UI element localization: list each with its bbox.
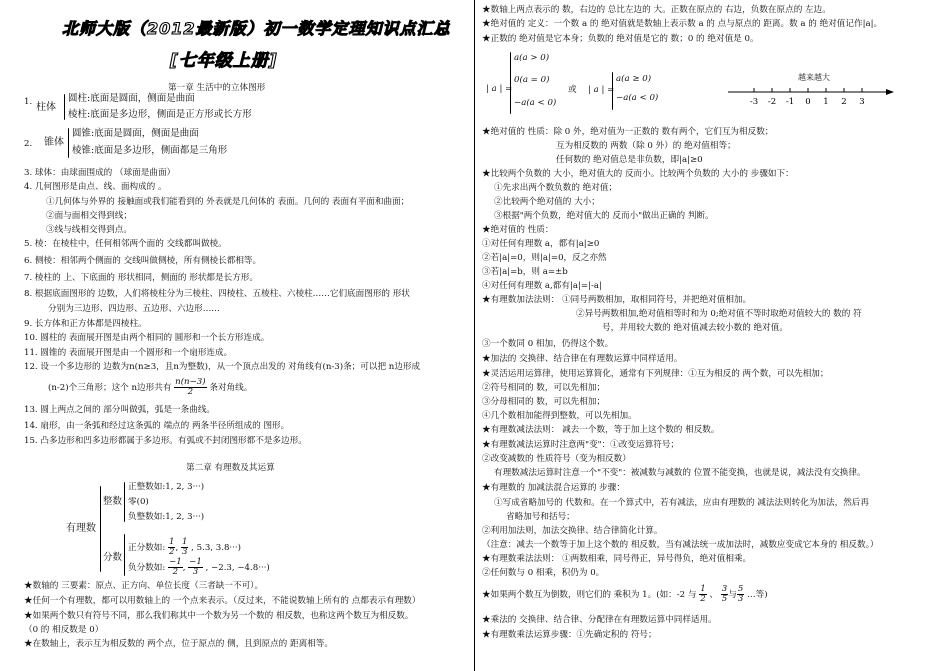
item-8: 8. 根据底面图形的 边数，人们将棱柱分为三棱柱、四棱柱、五棱柱、六棱柱……它们底面图形的 形状 [24, 289, 410, 299]
fraction-one-half [168, 538, 175, 557]
r-line-12c: ②利用加法则，加法交换律、结合律简化计算。 [482, 526, 663, 536]
axis-tick-label: -2 [767, 97, 777, 107]
denominator: 3 [192, 567, 199, 577]
bullet-opposite-axis: ★在数轴上，表示互为相反数的 两个点，位于原点的 侧，且到原点的 距离相等。 [24, 639, 333, 649]
positive-fraction: 正分数如: $\frac{1}{2}$ , $\frac{1}{3}$ , 5.3, 3.8···) [128, 537, 241, 557]
item-6: 6. 侧棱：相邻两个侧面的 交线叫做侧棱，所有侧棱长都相等。 [24, 256, 262, 266]
item-12b [48, 378, 252, 397]
r-line-7c: 号，并用较大数的 绝对值减去较小数的 绝对值。 [602, 323, 788, 333]
item-1-cylinder: 圆柱:底面是圆面，侧面是曲面 [68, 93, 195, 104]
r-line-14: ★如果两个数互为倒数，则它们的 乘积为 1。(如：-2 与 $\frac{1}{2}$ 、 $\frac{3}{5}$ 与 $\frac{5}{3}$ …等) [482, 584, 768, 604]
r-line-13b: ②任何数与 0 相乘，积仍为 0。 [482, 568, 605, 578]
r-line-11: ★有理数减法运算时注意两"变"：①改变运算符号； [482, 440, 679, 450]
number-line-arrow [726, 84, 898, 114]
axis-tick-label: 0 [805, 97, 811, 107]
item-13: 13. 圆上两点之间的 部分叫做弧，弧是一条曲线。 [24, 405, 216, 415]
positive-fraction-suffix: , 5.3, 3.8···) [191, 543, 241, 553]
abs-case-1: a(a > 0) [514, 53, 550, 63]
r-line-9d: ④几个数相加能得到整数，可以先相加。 [482, 411, 637, 421]
item-8b: 分别为三边形、四边形、五边形、六边形…… [48, 304, 220, 314]
r-line-10: ★有理数减法法则： 减去一个数，等于加上这个数的 相反数。 [482, 425, 720, 435]
integer-brace [124, 482, 125, 522]
r-line-6b: ②若|a|=0，则|a|=0，反之亦然 [482, 253, 607, 263]
bullet-opposite-zero: （0 的 相反数是 0） [24, 625, 104, 635]
abs-case-5: −a(a < 0) [616, 93, 659, 103]
item-14: 14. 扇形，由一条弧和经过这条弧的 端点的 两条半径所组成的 图形。 [24, 421, 290, 431]
rational-brace [100, 486, 101, 572]
r-line-12a: ①写成省略加号的 代数和。在一个算式中，若有减法，应由有理数的 减法法则转化为加法，然后再 [494, 498, 869, 508]
axis-tick-label: -3 [749, 97, 759, 107]
item-4a: ①几何体与外界的 接触面或我们能看到的 外表就是几何体的 表面。几何的 表面有平面和曲面； [46, 197, 410, 207]
item-7: 7. 棱柱的 上、下底面的 形状相同，侧面的 形状都是长方形。 [24, 273, 258, 283]
r-line-11c: 有理数减法运算时注意一个"不变"：被减数与减数的 位置不能变换，也就是说，减法没有交换律。 [494, 468, 866, 478]
negative-fraction: 负分数如: $\frac{-1}{2}$ , $\frac{-1}{3}$ , −2.3, −4.8···) [128, 557, 270, 577]
positive-fraction-prefix: 正分数如: [128, 543, 166, 553]
r-line-3: ★正数的 绝对值是它本身；负数的 绝对值是它的 数；0 的 绝对值是 0。 [482, 34, 759, 44]
denominator: 2 [169, 547, 175, 557]
r-line-8: ★加法的 交换律、结合律在有理数运算中同样适用。 [482, 354, 683, 364]
fraction-minus-one-third [188, 558, 203, 577]
numerator: −1 [189, 557, 202, 567]
diagonal-count-fraction [174, 378, 206, 397]
abs-case-4: a(a ≥ 0) [616, 74, 652, 84]
reciprocal-separator: 、 [709, 590, 718, 600]
item-12b-suffix: 条对角线。 [209, 383, 253, 393]
item-2-pyramid: 棱锥:底面是多边形，侧面都是三角形 [72, 145, 228, 156]
item-4c: ③线与线相交得到点。 [46, 225, 132, 235]
right-column [476, 0, 950, 671]
item-1-number: 1. [24, 97, 33, 107]
item-1-prism: 棱柱:底面是多边形，侧面是正方形或长方形 [68, 109, 252, 120]
negative-fraction-suffix: , −2.3, −4.8···) [205, 563, 270, 573]
chapter2-heading: 第二章 有理数及其运算 [186, 463, 275, 473]
r-line-5b: ②比较两个绝对值的 大小； [494, 197, 600, 207]
page-subtitle: [七年级上册] [170, 51, 278, 71]
abs-def-label-2: | a | = [588, 85, 615, 95]
axis-tick-label: 2 [841, 97, 847, 107]
denominator: 5 [721, 594, 728, 604]
r-line-7: ★有理数加法法则： ①同号两数相加，取相同符号，并把绝对值相加。 [482, 295, 752, 305]
reciprocal-suffix: …等) [747, 590, 768, 600]
numerator: 3 [721, 584, 728, 594]
fraction-minus-one-half [168, 558, 183, 577]
r-line-15: ★乘法的 交换律、结合律、分配律在有理数运算中同样适用。 [482, 615, 717, 625]
item-12b-prefix: (n-2)个三角形；这个 n边形共有 [48, 383, 172, 393]
item-5: 5. 棱：在棱柱中，任何相邻两个面的 交线都叫做棱。 [24, 239, 227, 249]
fraction-one-third [181, 538, 188, 557]
bullet-opposite: ★如果两个数只有符号不同，那么我们称其中一个数为另一个数的 相反数，也称这两个数互为相反数。 [24, 611, 414, 621]
fraction-denominator: 2 [187, 387, 194, 397]
r-line-5a: ①先求出两个数负数的 绝对值； [494, 183, 618, 193]
fraction-label: 分数 [103, 552, 123, 563]
r-line-6c: ③若|a|=b，则 a=±b [482, 267, 568, 277]
abs-def-brace-1 [510, 52, 511, 114]
r-line-5: ★比较两个负数的 大小，绝对值大的 反而小。比较两个负数的 大小的 步骤如下： [482, 169, 794, 179]
r-line-12d: （注意：减去一个数等于加上这个数的 相反数，当有减法统一成加法时，减数应变成它本身的 相反数。） [482, 540, 879, 550]
numerator: 5 [737, 584, 744, 594]
axis-tick-label: -1 [785, 97, 795, 107]
r-line-6a: ①对任何有理数 a，都有|a|≥0 [482, 239, 600, 249]
r-line-6d: ④对任何有理数 a,都有|a|=|-a| [482, 281, 602, 291]
abs-case-3: −a(a < 0) [514, 98, 557, 108]
item-15: 15. 凸多边形和凹多边形都属于多边形。有弧或不封闭图形都不是多边形。 [24, 436, 307, 446]
negative-fraction-prefix: 负分数如: [128, 563, 166, 573]
numerator: 1 [700, 584, 706, 594]
r-line-2: ★绝对值的 定义：一个数 a 的 绝对值就是数轴上表示数 a 的 点与原点的 距离。数 a 的 绝对值记作|a|。 [482, 19, 883, 29]
denominator: 2 [700, 594, 706, 604]
item-4b: ②面与面相交得到线； [46, 211, 132, 221]
r-line-11b: ②改变减数的 性质符号（变为相反数） [482, 454, 631, 464]
numerator: −1 [169, 557, 182, 567]
item-2-brace [68, 128, 69, 158]
fraction-numerator: n(n−3) [175, 377, 206, 387]
item-11: 11. 圆锥的 表面展开图是由一个圆形和一个扇形连成。 [24, 348, 233, 358]
integer-label: 整数 [103, 496, 123, 507]
axis-title: 越来越大 [798, 73, 830, 82]
r-line-4b: 互为相反数的 两数（除 0 外）的 绝对值相等； [556, 141, 736, 151]
reciprocal-prefix: ★如果两个数互为倒数，则它们的 乘积为 1。(如：-2 与 [482, 590, 697, 600]
item-1-label: 柱体 [36, 102, 56, 113]
chapter1-heading: 第一章 生活中的立体图形 [168, 83, 266, 93]
axis-tick-label: 1 [823, 97, 829, 107]
item-1-brace [64, 94, 65, 120]
item-9: 9. 长方体和正方体都是四棱柱。 [24, 319, 147, 329]
fraction-brace [124, 534, 125, 576]
item-2-cone: 圆锥:底面是圆面，侧面是曲面 [72, 128, 199, 139]
reciprocal-fraction-3 [737, 585, 744, 604]
denominator: 3 [737, 594, 744, 604]
positive-integer: 正整数如:1, 2, 3···) [128, 482, 205, 492]
item-12: 12. 设一个多边形的 边数为n(n≥3，且n为整数)，从一个顶点出发的 对角线有(n-3)条；可以把 n边形成 [24, 362, 421, 372]
r-line-1: ★数轴上两点表示的 数，右边的 总比左边的 大。正数在原点的 右边，负数在原点的 左边。 [482, 5, 831, 15]
zero: 零(0) [128, 497, 149, 507]
item-10: 10. 圆柱的 表面展开图是由两个相同的 圆形和一个长方形连成。 [24, 333, 270, 343]
r-line-9c: ③分母相同的 数，可以先相加； [482, 397, 606, 407]
numerator: 1 [169, 537, 175, 547]
item-2-label: 锥体 [44, 137, 64, 148]
r-line-4: ★绝对值的 性质：除 0 外，绝对值为一正数的 数有两个，它们互为相反数； [482, 127, 774, 137]
r-line-9: ★灵活运用运算律，使用运算简化，通常有下列规律：①互为相反的 两个数，可以先相加； [482, 369, 829, 379]
negative-integer: 负整数如:1, 2, 3···) [128, 512, 205, 522]
r-line-9b: ②符号相同的 数，可以先相加； [482, 383, 606, 393]
r-line-12: ★有理数的 加减法混合运算的 步骤： [482, 483, 625, 493]
abs-def-label: | a | = [486, 84, 513, 94]
rational-label: 有理数 [66, 523, 96, 534]
r-line-13: ★有理数乘法法则： ①两数相乘，同号得正，异号得负，绝对值相乘。 [482, 554, 752, 564]
item-4: 4. 几何图形是由点、线、面构成的 。 [24, 182, 167, 192]
item-3: 3. 球体：由球面围成的 （球面是曲面） [24, 168, 176, 178]
item-2-number: 2. [24, 139, 33, 149]
numerator: 1 [181, 537, 188, 547]
reciprocal-fraction-2 [721, 585, 728, 604]
r-line-5c: ③根据"两个负数，绝对值大的 反而小"做出正确的 判断。 [494, 211, 714, 221]
r-line-7b: ②异号两数相加,绝对值相等时和为 0;绝对值不等时取绝对值较大的 数的 符 [576, 309, 862, 319]
denominator: 3 [181, 547, 188, 557]
r-line-4c: 任何数的 绝对值总是非负数，即|a|≥0 [556, 155, 703, 165]
page-title: 北师大版（2012最新版）初一数学定理知识点汇总 [62, 19, 451, 38]
abs-or: 或 [568, 85, 577, 95]
abs-case-2: 0(a = 0) [514, 75, 550, 85]
r-line-12b: 省略加号和括号； [506, 512, 575, 522]
bullet-rational-point: ★任何一个有理数，都可以用数轴上的 一个点来表示。（反过来，不能说数轴上所有的 点都表示有理数） [24, 596, 421, 606]
left-column [0, 0, 472, 671]
bullet-number-line: ★数轴的 三要素：原点、正方向、单位长度（三者缺一不可）。 [24, 581, 264, 591]
r-line-16: ★有理数乘法运算步骤：①先确定积的 符号； [482, 630, 657, 640]
reciprocal-fraction-1 [699, 585, 706, 604]
r-line-7d: ③一个数同 0 相加，仍得这个数。 [482, 339, 614, 349]
denominator: 2 [172, 567, 179, 577]
column-divider [474, 0, 475, 671]
abs-def-brace-2 [612, 72, 613, 110]
r-line-6: ★绝对值的 性质： [482, 225, 554, 235]
axis-tick-label: 3 [859, 97, 865, 107]
